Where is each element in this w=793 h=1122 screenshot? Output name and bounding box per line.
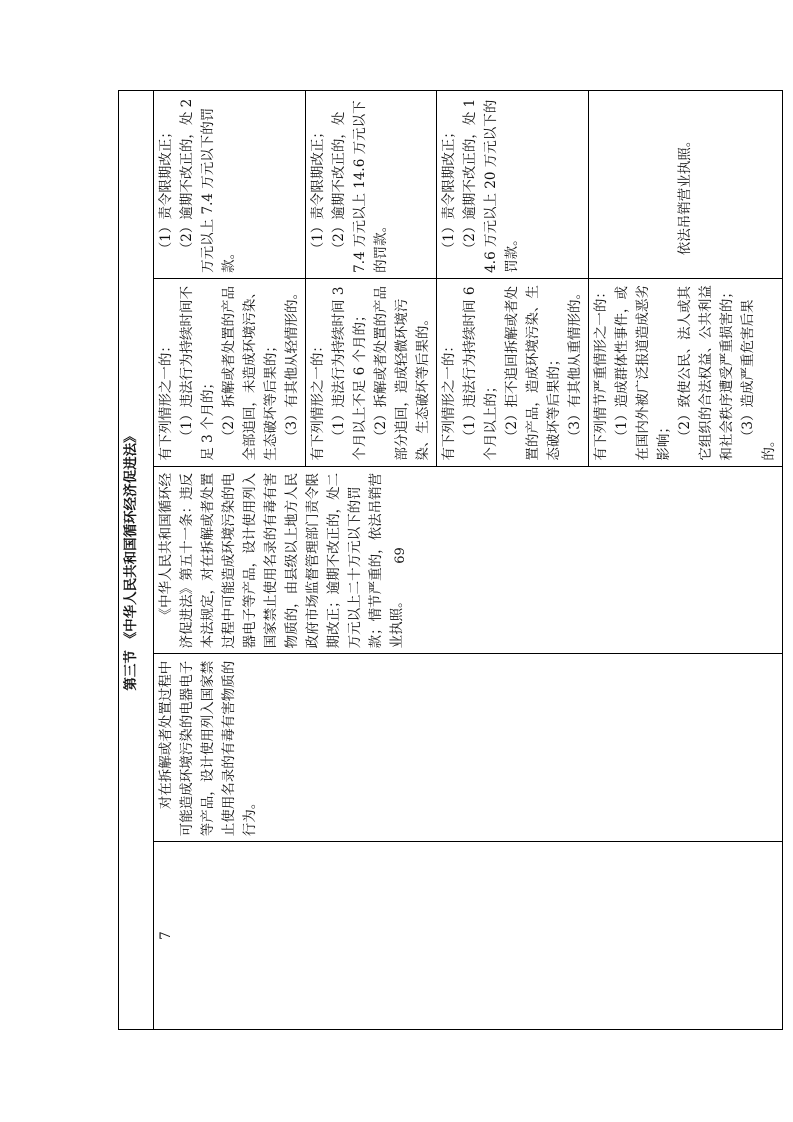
rotated-table-sheet	[118, 90, 777, 1030]
penalty-line: （1）责令限期改正；	[310, 125, 326, 256]
circumstance-line: 有下列情形之一的：	[158, 339, 174, 461]
title-row	[119, 91, 154, 1030]
section-title: 第三节 《中华人民共和国循环经济促进法》	[119, 91, 154, 1030]
table-row	[154, 91, 306, 1030]
penalty-cell-3	[437, 91, 589, 279]
penalty-cell-2	[306, 91, 437, 279]
circumstance-line: （2）拆解或者处置的产品部分追回，造成轻微环境污染、生态破坏等后果的。	[373, 285, 431, 461]
circumstance-line: （3）有其他从轻情形的。	[284, 285, 300, 444]
circumstance-line: （2）拆解或者处置的产品全部追回，未造成环境污染、生态破坏等后果的；	[221, 285, 279, 461]
circumstance-line: （1）违法行为持续时间 3 个月以上不足 6 个月的；	[331, 286, 368, 461]
circumstance-line: （1）违法行为持续时间 6 个月以上的；	[462, 286, 499, 461]
circumstance-line: （2）拒不追回拆解或者处置的产品，造成环境污染、生态破坏等后果的；	[504, 285, 562, 461]
circumstance-line: （3）造成严重危害后果的。	[740, 299, 777, 461]
circumstance-line: （1）造成群体性事件，或在国内外被广泛报道造成恶劣影响；	[614, 285, 672, 461]
legal-basis: 《中华人民共和国循环经济促进法》第五十一条：违反本法规定，对在拆解或者处置过程中可能造成环境污染的电器电子等产品，设计使用列入国家禁止使用名录的有毒有害物质的，由县级以上地方人民政府市场监督管理部门责令限期改正；逾期不改正的，处二万元以上二十万元以下的罚款；情节严重的，依法吊销营业执照。	[154, 466, 783, 654]
penalty-line: （2）逾期不改正的，处 14.6 万元以上 20 万元以下的罚款。	[462, 98, 520, 273]
circumstance-line: （1）违法行为持续时间不足 3 个月的；	[179, 285, 216, 461]
circumstance-cell-1	[154, 278, 306, 466]
circumstance-line: （3）有其他从重情形的。	[567, 285, 583, 444]
circumstance-line: （2）致使公民、法人或其它组织的合法权益、公共利益和社会秩序遭受严重损害的；	[677, 285, 735, 461]
circumstance-line: 有下列情形之一的：	[310, 339, 326, 461]
penalty-standard-table	[118, 90, 783, 1030]
circumstance-cell-4	[589, 278, 783, 466]
page-number: 69	[392, 547, 408, 564]
penalty-line: （2）逾期不改正的，处 2 万元以上 7.4 万元以下的罚款。	[179, 98, 237, 273]
row-number: 7	[154, 842, 783, 1030]
penalty-line: （2）逾期不改正的，处 7.4 万元以上 14.6 万元以下的罚款。	[331, 100, 389, 273]
penalty-cell-1	[154, 91, 306, 279]
penalty-cell-4	[589, 91, 783, 279]
penalty-line: （1）责令限期改正；	[158, 125, 174, 256]
circumstance-cell-2	[306, 278, 437, 466]
violation-description: 对在拆解或者处置过程中可能造成环境污染的电器电子等产品，设计使用列入国家禁止使用名录的有毒有害物质的行为。	[154, 654, 783, 842]
circumstance-line: 有下列情形之一的：	[441, 339, 457, 461]
circumstance-cell-3	[437, 278, 589, 466]
circumstance-line: 有下列情节严重情形之一的：	[593, 285, 609, 461]
penalty-line: 依法吊销营业执照。	[677, 133, 693, 256]
penalty-line: （1）责令限期改正；	[441, 125, 457, 256]
